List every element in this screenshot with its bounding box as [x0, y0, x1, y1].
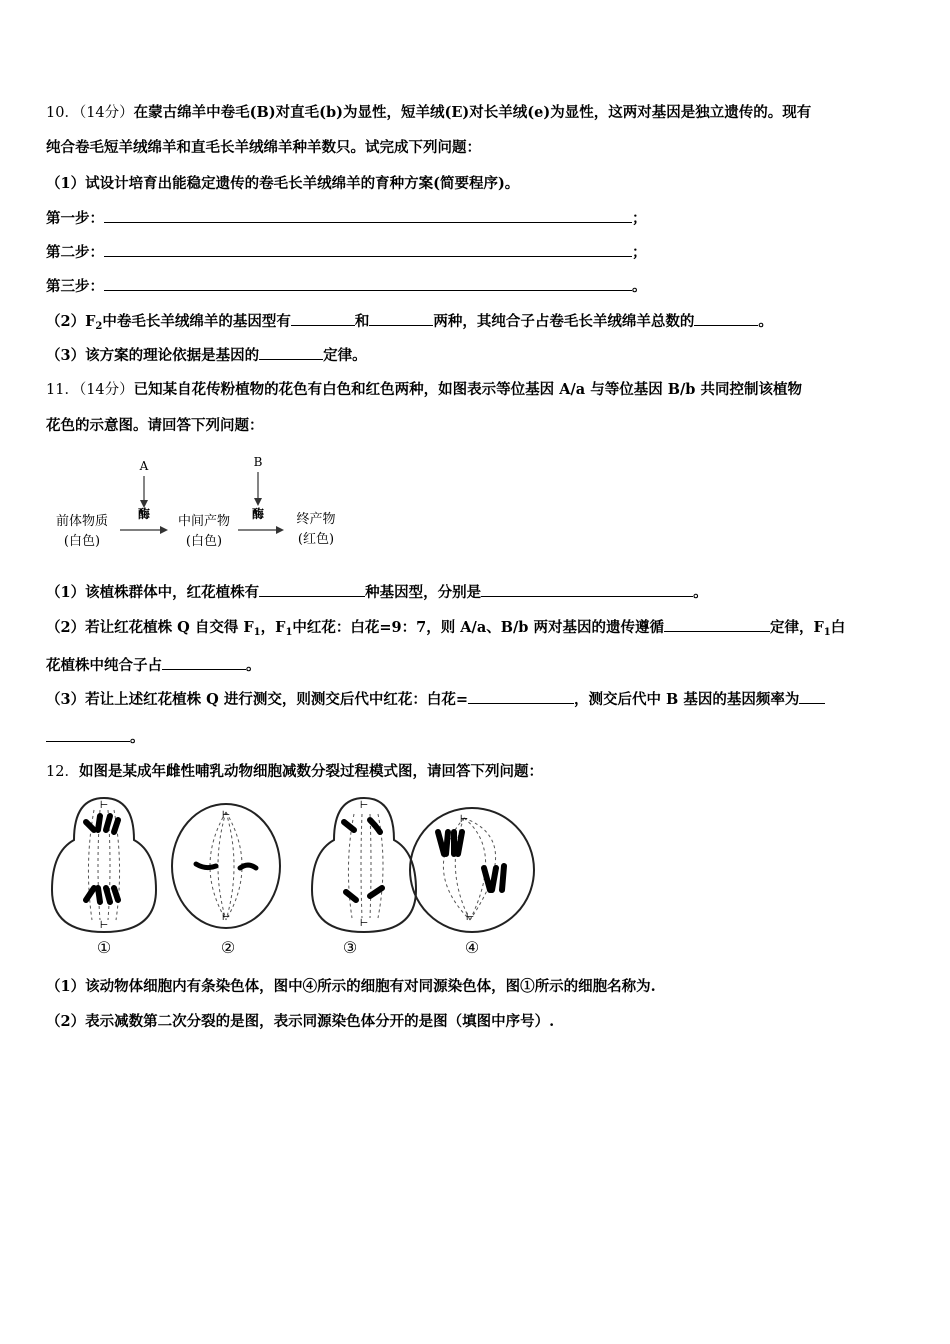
q10-part3: （3）该方案的理论依据是基因的 定律。	[46, 347, 367, 364]
q11-part2: （2）若让红花植株 Q 自交得 $F_1$，$F_1$中红花：白花=9：7，则 A/a、B/b 两对基因的遗传遵循 定律，$F_1$白	[46, 619, 846, 638]
cell-2	[172, 804, 280, 928]
gene-a-label: A	[139, 459, 149, 473]
answer-blank[interactable]	[46, 727, 130, 742]
q12-number: 12．	[46, 764, 79, 780]
intermediate-label: 中间产物	[177, 514, 231, 529]
svg-text:⊢: ⊢	[359, 918, 369, 929]
intermediate-color: (白色)	[185, 534, 223, 549]
flower-color-pathway-diagram	[44, 452, 354, 552]
q11-part1: （1）该植株群体中，红花植株有 种基因型，分别是 。	[46, 584, 708, 601]
q11-part2-line2: 花植株中纯合子占 。	[46, 657, 261, 674]
enzyme-label: 酶	[137, 507, 151, 521]
svg-text:⊢: ⊢	[465, 912, 475, 923]
q12-line1: 12．如图是某成年雌性哺乳动物细胞减数分裂过程模式图，请回答下列问题：	[46, 763, 543, 780]
q10-step1: 第一步： ；	[46, 210, 647, 227]
answer-blank[interactable]	[694, 311, 758, 326]
svg-text:⊢: ⊢	[99, 800, 109, 811]
final-product-color: (红色)	[297, 532, 335, 547]
svg-text:⊢: ⊢	[459, 814, 469, 825]
answer-blank[interactable]	[369, 311, 433, 326]
cell-4	[410, 808, 534, 932]
answer-blank[interactable]	[259, 345, 323, 360]
cell-label: ②	[220, 938, 236, 957]
q11-number: 11．（14分）	[46, 382, 134, 398]
svg-text:⊢: ⊢	[359, 800, 369, 811]
answer-blank[interactable]	[259, 582, 365, 597]
precursor-label: 前体物质	[55, 514, 109, 529]
q11-line2: 花色的示意图。请回答下列问题：	[46, 417, 264, 434]
cell-3	[312, 798, 416, 932]
q10-number: 10．（14分）	[46, 105, 134, 121]
q11-line1: 11．（14分）已知某自花传粉植物的花色有白色和红色两种，如图表示等位基因 A/a 与等位基因 B/b 共同控制该植物	[46, 381, 802, 398]
answer-blank[interactable]	[799, 689, 825, 704]
cell-label: ④	[464, 938, 480, 957]
q11-part3: （3）若让上述红花植株 Q 进行测交，则测交后代中红花：白花= ，测交后代中 B 基因的基因频率为	[46, 689, 825, 710]
svg-text:⊢: ⊢	[221, 810, 231, 821]
cell-label: ③	[342, 938, 358, 957]
q11-part3-line2: 。	[46, 727, 145, 748]
q12-part2: （2）表示减数第二次分裂的是图，表示同源染色体分开的是图（填图中序号）.	[46, 1013, 555, 1030]
answer-blank[interactable]	[104, 208, 632, 223]
q10-step3: 第三步： 。	[46, 278, 647, 295]
answer-blank[interactable]	[104, 276, 632, 291]
answer-blank[interactable]	[291, 311, 355, 326]
meiosis-cells-figure	[44, 790, 544, 960]
q10-part2: $(2)F_2$中卷毛长羊绒绵羊的基因型有 和 两种，其纯合子占卷毛长羊绒绵羊总数的 。	[46, 313, 773, 332]
answer-blank[interactable]	[162, 655, 246, 670]
q10-line2: 纯合卷毛短羊绒绵羊和直毛长羊绒绵羊种羊数只。试完成下列问题：	[46, 139, 481, 156]
q10-step2: 第二步： ；	[46, 244, 647, 261]
answer-blank[interactable]	[468, 689, 574, 704]
svg-text:⊢: ⊢	[221, 912, 231, 923]
cell-1	[52, 798, 156, 932]
answer-blank[interactable]	[104, 242, 632, 257]
answer-blank[interactable]	[481, 582, 693, 597]
precursor-color: (白色)	[63, 534, 101, 549]
enzyme-label: 酶	[251, 507, 265, 521]
svg-text:⊢: ⊢	[99, 920, 109, 931]
cell-label: ①	[96, 938, 112, 957]
final-product-label: 终产物	[296, 512, 336, 527]
answer-blank[interactable]	[664, 617, 770, 632]
q12-part1: （1）该动物体细胞内有条染色体，图中④所示的细胞有对同源染色体，图①所示的细胞名称为.	[46, 978, 656, 995]
q10-line1: 10．（14分）在蒙古绵羊中卷毛(B)对直毛(b)为显性，短羊绒(E)对长羊绒(e)为显性，这两对基因是独立遗传的。现有	[46, 104, 812, 121]
q10-part1: （1）试设计培育出能稳定遗传的卷毛长羊绒绵羊的育种方案(简要程序)。	[46, 175, 520, 192]
gene-b-label: B	[253, 455, 263, 469]
